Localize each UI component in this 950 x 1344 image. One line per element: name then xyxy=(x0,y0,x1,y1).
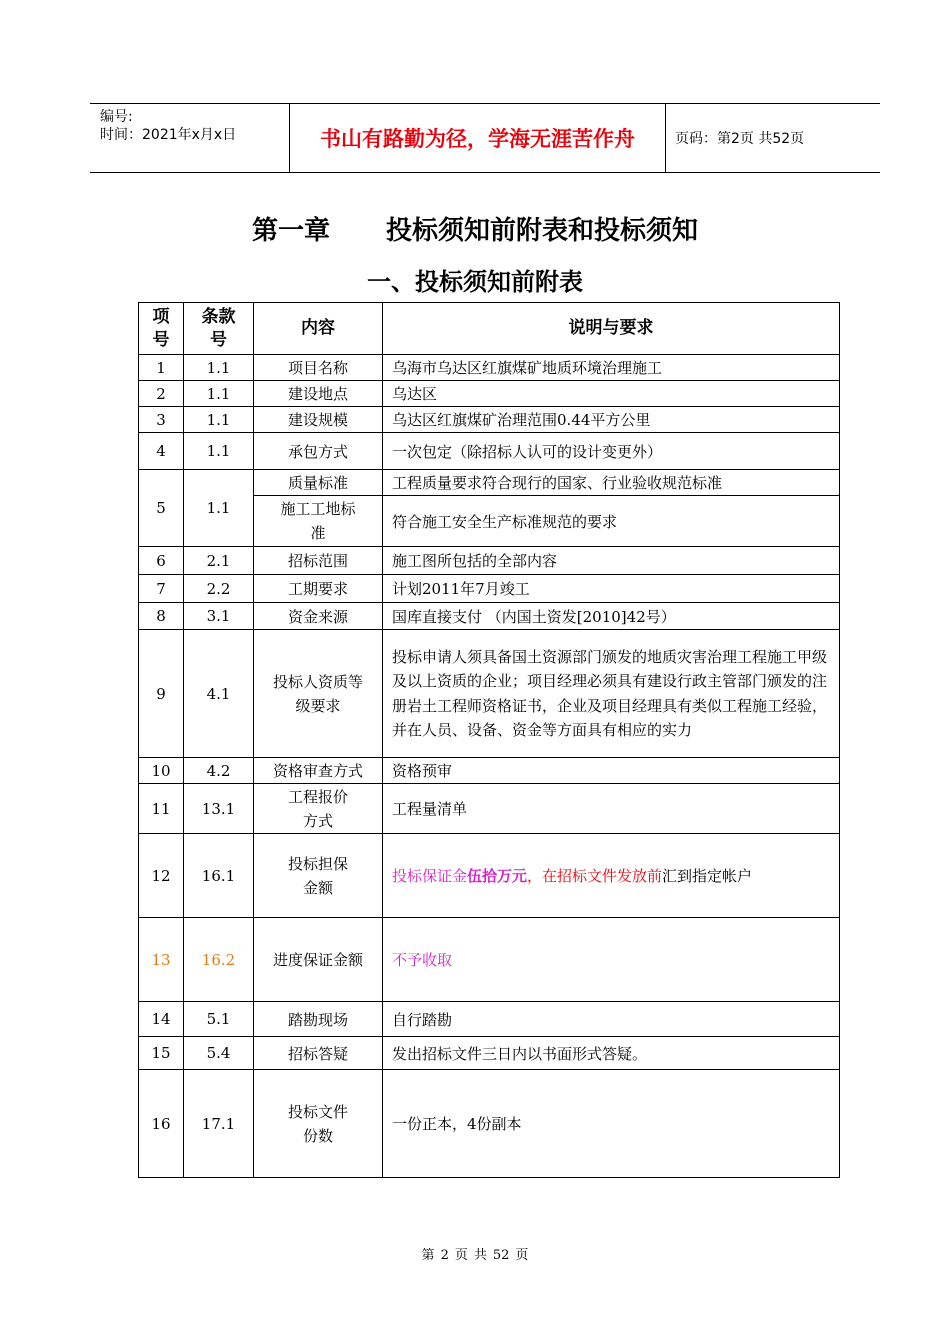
table-row xyxy=(139,1002,840,1037)
table-row xyxy=(139,433,840,470)
row-no: 8 xyxy=(139,603,184,630)
row-clause: 3.1 xyxy=(184,603,254,630)
row-content: 投标文件份数 xyxy=(254,1070,383,1178)
row-clause: 2.1 xyxy=(184,547,254,575)
row-content: 建设地点 xyxy=(254,381,383,407)
time-label: 时间：2021年x月x日 xyxy=(100,127,237,143)
row-no: 9 xyxy=(139,630,184,758)
row-content: 建设规模 xyxy=(254,407,383,433)
table-row xyxy=(139,407,840,433)
bid-notice-table xyxy=(138,302,840,1178)
header-page-info: 页码：第2页 共52页 xyxy=(675,131,805,147)
table-row xyxy=(139,575,840,603)
table-row xyxy=(139,470,840,496)
row-no: 13 xyxy=(139,918,184,1002)
row-desc: 乌达区 xyxy=(383,381,840,407)
row-desc: 一次包定（除招标人认可的设计变更外） xyxy=(383,433,840,470)
bid-bond-account: 汇到指定帐户 xyxy=(662,867,753,885)
footer-total-pages: 52 xyxy=(492,1248,510,1263)
row-desc: 符合施工安全生产标准规范的要求 xyxy=(383,496,840,547)
row-no: 10 xyxy=(139,758,184,784)
row-clause: 13.1 xyxy=(184,784,254,834)
row-clause: 1.1 xyxy=(184,355,254,381)
row-desc: 施工图所包括的全部内容 xyxy=(383,547,840,575)
row-clause: 5.1 xyxy=(184,1002,254,1037)
header-clause-no: 条款号 xyxy=(184,303,254,355)
row-content: 资金来源 xyxy=(254,603,383,630)
row-clause: 1.1 xyxy=(184,433,254,470)
bid-bond-label: 投标保证金 xyxy=(392,867,468,885)
row-content: 工程报价方式 xyxy=(254,784,383,834)
row-clause: 4.1 xyxy=(184,630,254,758)
row-clause: 1.1 xyxy=(184,381,254,407)
row-clause: 4.2 xyxy=(184,758,254,784)
page-footer xyxy=(0,1244,950,1263)
table-row xyxy=(139,758,840,784)
footer-word: 第 xyxy=(421,1248,435,1263)
row-clause: 16.2 xyxy=(184,918,254,1002)
bid-bond-amount: 伍拾万元 xyxy=(467,867,528,885)
section-title: 一、投标须知前附表 xyxy=(367,268,583,296)
header-description: 说明与要求 xyxy=(383,303,840,355)
row-desc: 资格预审 xyxy=(383,758,840,784)
row-content: 招标范围 xyxy=(254,547,383,575)
row-clause: 17.1 xyxy=(184,1070,254,1178)
table-row xyxy=(139,1037,840,1070)
table-row xyxy=(139,918,840,1002)
footer-page-number: 2 xyxy=(440,1248,449,1263)
row-desc: 发出招标文件三日内以书面形式答疑。 xyxy=(383,1037,840,1070)
row-desc: 自行踏勘 xyxy=(383,1002,840,1037)
row-no: 14 xyxy=(139,1002,184,1037)
row-desc: 乌海市乌达区红旗煤矿地质环境治理施工 xyxy=(383,355,840,381)
row-no: 2 xyxy=(139,381,184,407)
header-motto: 书山有路勤为径，学海无涯苦作舟 xyxy=(290,104,666,172)
header-meta xyxy=(90,104,290,172)
row-content: 进度保证金额 xyxy=(254,918,383,1002)
bid-bond-timing: ，在招标文件发放前 xyxy=(527,867,663,885)
row-content: 投标人资质等级要求 xyxy=(254,630,383,758)
row-no: 16 xyxy=(139,1070,184,1178)
table-row xyxy=(139,603,840,630)
row-no: 7 xyxy=(139,575,184,603)
row-desc xyxy=(383,834,840,918)
row-content: 质量标准 xyxy=(254,470,383,496)
row-content: 工期要求 xyxy=(254,575,383,603)
header-item-no: 项号 xyxy=(139,303,184,355)
chapter-title: 投标须知前附表和投标须知 xyxy=(386,216,699,246)
row-content: 项目名称 xyxy=(254,355,383,381)
row-no: 3 xyxy=(139,407,184,433)
page-header xyxy=(90,103,880,173)
row-no: 15 xyxy=(139,1037,184,1070)
table-header-row xyxy=(139,303,840,355)
row-desc: 乌达区红旗煤矿治理范围0.44平方公里 xyxy=(383,407,840,433)
row-clause: 16.1 xyxy=(184,834,254,918)
row-desc: 工程质量要求符合现行的国家、行业验收规范标准 xyxy=(383,470,840,496)
row-desc: 投标申请人须具备国土资源部门颁发的地质灾害治理工程施工甲级及以上资质的企业；项目经理必须具有建设行政主管部门颁发的注册岩土工程师资格证书，企业及项目经理具有类似工程施工经验，并在人员、设备、资金等方面具有相应的实力 xyxy=(383,630,840,758)
footer-word: 页 xyxy=(454,1248,468,1263)
chapter-heading xyxy=(0,210,950,247)
serial-label: 编号: xyxy=(100,109,133,125)
footer-word: 共 xyxy=(473,1248,487,1263)
footer-word: 页 xyxy=(515,1248,529,1263)
row-content: 踏勘现场 xyxy=(254,1002,383,1037)
chapter-number: 第一章 xyxy=(251,216,330,246)
row-content: 施工工地标准 xyxy=(254,496,383,547)
row-clause: 1.1 xyxy=(184,407,254,433)
row-content: 招标答疑 xyxy=(254,1037,383,1070)
table-row xyxy=(139,784,840,834)
table-row xyxy=(139,630,840,758)
row-content: 资格审查方式 xyxy=(254,758,383,784)
row-no: 1 xyxy=(139,355,184,381)
row-desc: 计划2011年7月竣工 xyxy=(383,575,840,603)
row-content: 承包方式 xyxy=(254,433,383,470)
table-row xyxy=(139,381,840,407)
table-row xyxy=(139,547,840,575)
row-no: 5 xyxy=(139,470,184,547)
row-no: 4 xyxy=(139,433,184,470)
row-clause: 2.2 xyxy=(184,575,254,603)
row-content: 投标担保金额 xyxy=(254,834,383,918)
row-no: 11 xyxy=(139,784,184,834)
table-row xyxy=(139,834,840,918)
row-clause: 1.1 xyxy=(184,470,254,547)
table-row xyxy=(139,1070,840,1178)
row-clause: 5.4 xyxy=(184,1037,254,1070)
row-desc: 工程量清单 xyxy=(383,784,840,834)
row-no: 12 xyxy=(139,834,184,918)
row-no: 6 xyxy=(139,547,184,575)
row-desc: 国库直接支付 （内国土资发[2010]42号） xyxy=(383,603,840,630)
table-row xyxy=(139,355,840,381)
header-content: 内容 xyxy=(254,303,383,355)
row-desc: 不予收取 xyxy=(383,918,840,1002)
row-desc: 一份正本，4份副本 xyxy=(383,1070,840,1178)
